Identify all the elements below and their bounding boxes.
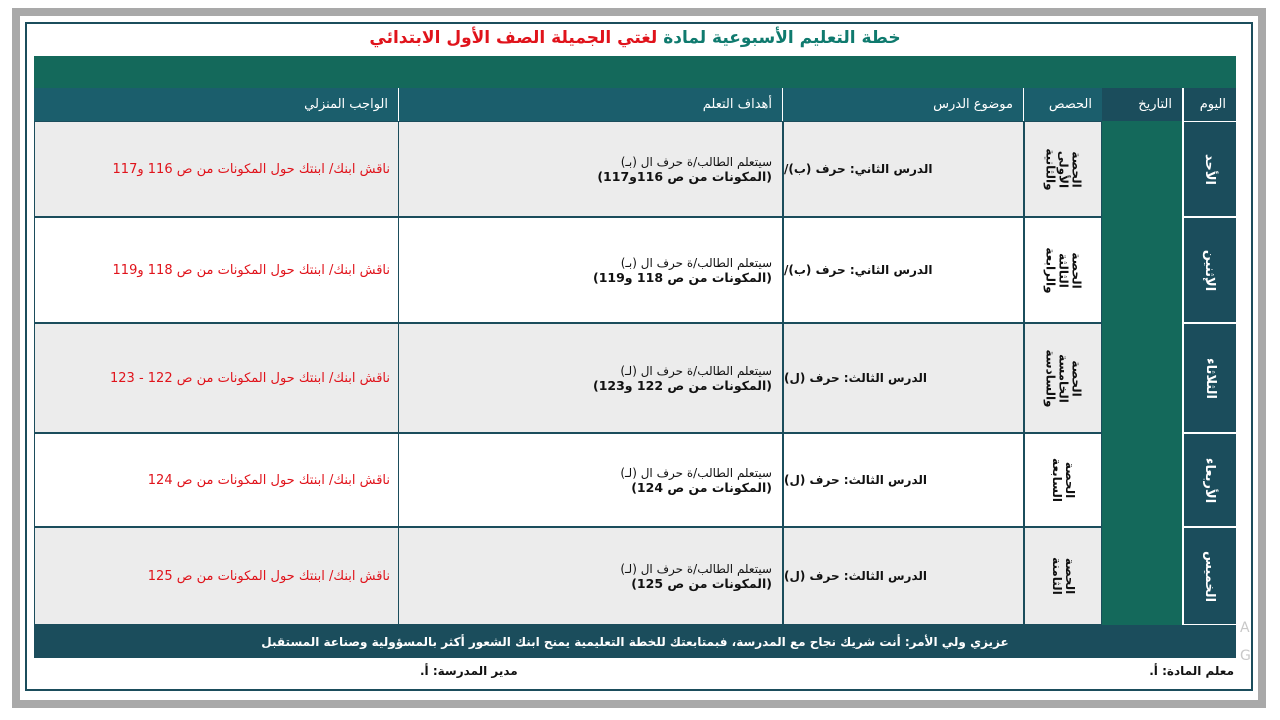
ghost-letter-a: A (1240, 620, 1250, 636)
header-homework: الواجب المنزلي (34, 88, 398, 121)
topic-label: الدرس الثالث: حرف (ل) (784, 569, 928, 583)
period-label: الحصة الخامسة والسادسة (1043, 348, 1084, 408)
period-cell (1024, 433, 1102, 527)
homework-label: ناقش ابنك/ ابنتك حول المكونات من ص 118 و119 (112, 262, 390, 278)
header-topic: موضوع الدرس (783, 88, 1023, 121)
goals-cell (398, 217, 783, 323)
header-day: اليوم (1184, 88, 1236, 121)
homework-cell (34, 323, 399, 433)
teal-header-band (34, 56, 1236, 88)
parent-note: عزيزي ولي الأمر: أنت شريك نجاح مع المدرسة، فبمتابعتك للخطة التعليمية يمنح ابنك الشعور أكثر بالمسؤولية وصناعة المستقبل (34, 625, 1236, 658)
day-cell (1184, 528, 1236, 624)
day-label: الخميس (1202, 550, 1218, 602)
homework-label: ناقش ابنك/ ابنتك حول المكونات من ص 125 (147, 568, 390, 584)
topic-cell (783, 433, 1024, 527)
goal-line: سيتعلم الطالب/ة حرف ال (لـ) (620, 363, 772, 378)
page-title (30, 28, 1240, 49)
topic-label: الدرس الثالث: حرف (ل) (784, 473, 928, 487)
homework-label: ناقش ابنك/ ابنتك حول المكونات من ص 124 (147, 472, 390, 488)
topic-cell (783, 217, 1024, 323)
period-cell (1024, 323, 1102, 433)
goal-pages: (المكونات من ص 118 و119) (592, 269, 772, 285)
title-part-grade: الصف الأول الابتدائي (369, 28, 546, 48)
topic-cell (783, 323, 1024, 433)
day-label: الإثنين (1202, 249, 1218, 291)
day-cell (1184, 122, 1236, 216)
goal-pages: (المكونات من ص 122 و123) (592, 377, 772, 393)
goal-line: سيتعلم الطالب/ة حرف ال (لـ) (620, 561, 772, 576)
homework-label: ناقش ابنك/ ابنتك حول المكونات من ص 122 - 123 (109, 370, 390, 386)
day-cell (1184, 324, 1236, 432)
homework-cell (34, 217, 399, 323)
day-label: الأحد (1202, 153, 1218, 185)
goal-pages: (المكونات من ص 125) (631, 575, 772, 591)
period-cell (1024, 527, 1102, 625)
topic-label: الدرس الثاني: حرف (ب)/ (784, 263, 933, 277)
period-label: الحصة الأولى والثانية (1043, 147, 1084, 191)
topic-label: الدرس الثالث: حرف (ل) (784, 371, 928, 385)
header-periods: الحصص (1024, 88, 1102, 121)
period-label: الحصة السابعة (1050, 458, 1077, 502)
goal-line: سيتعلم الطالب/ة حرف ال (بـ) (620, 154, 772, 169)
date-column (1102, 121, 1182, 625)
goals-cell (398, 433, 783, 527)
goals-cell (398, 323, 783, 433)
goals-cell (398, 121, 783, 217)
day-cell (1184, 434, 1236, 526)
homework-cell (34, 433, 399, 527)
topic-cell (783, 121, 1024, 217)
topic-cell (783, 527, 1024, 625)
title-part-subject: لغتي الجميلة (545, 28, 658, 48)
title-part-plan: خطة التعليم الأسبوعية لمادة (657, 28, 901, 48)
day-label: الأربعاء (1202, 457, 1218, 503)
period-label: الحصة الثامنة (1050, 557, 1077, 595)
header-goals: أهداف التعلم (399, 88, 782, 121)
period-cell (1024, 121, 1102, 217)
goal-pages: (المكونات من ص 116و117) (597, 168, 772, 184)
period-cell (1024, 217, 1102, 323)
period-label: الحصة الثالثة والرابعة (1043, 246, 1084, 294)
goal-line: سيتعلم الطالب/ة حرف ال (لـ) (620, 465, 772, 480)
day-label: الثلاثاء (1202, 357, 1218, 399)
homework-cell (34, 527, 399, 625)
goal-pages: (المكونات من ص 124) (631, 479, 772, 495)
goals-cell (398, 527, 783, 625)
principal-signature: مدير المدرسة: أ. (420, 664, 518, 678)
topic-label: الدرس الثاني: حرف (ب)/ (784, 162, 933, 176)
teacher-signature: معلم المادة: أ. (1149, 664, 1234, 678)
goal-line: سيتعلم الطالب/ة حرف ال (بـ) (620, 255, 772, 270)
homework-cell (34, 121, 399, 217)
ghost-letter-g: G (1240, 648, 1251, 664)
homework-label: ناقش ابنك/ ابنتك حول المكونات من ص 116 و117 (112, 161, 390, 177)
day-cell (1184, 218, 1236, 322)
header-date: التاريخ (1102, 88, 1182, 121)
